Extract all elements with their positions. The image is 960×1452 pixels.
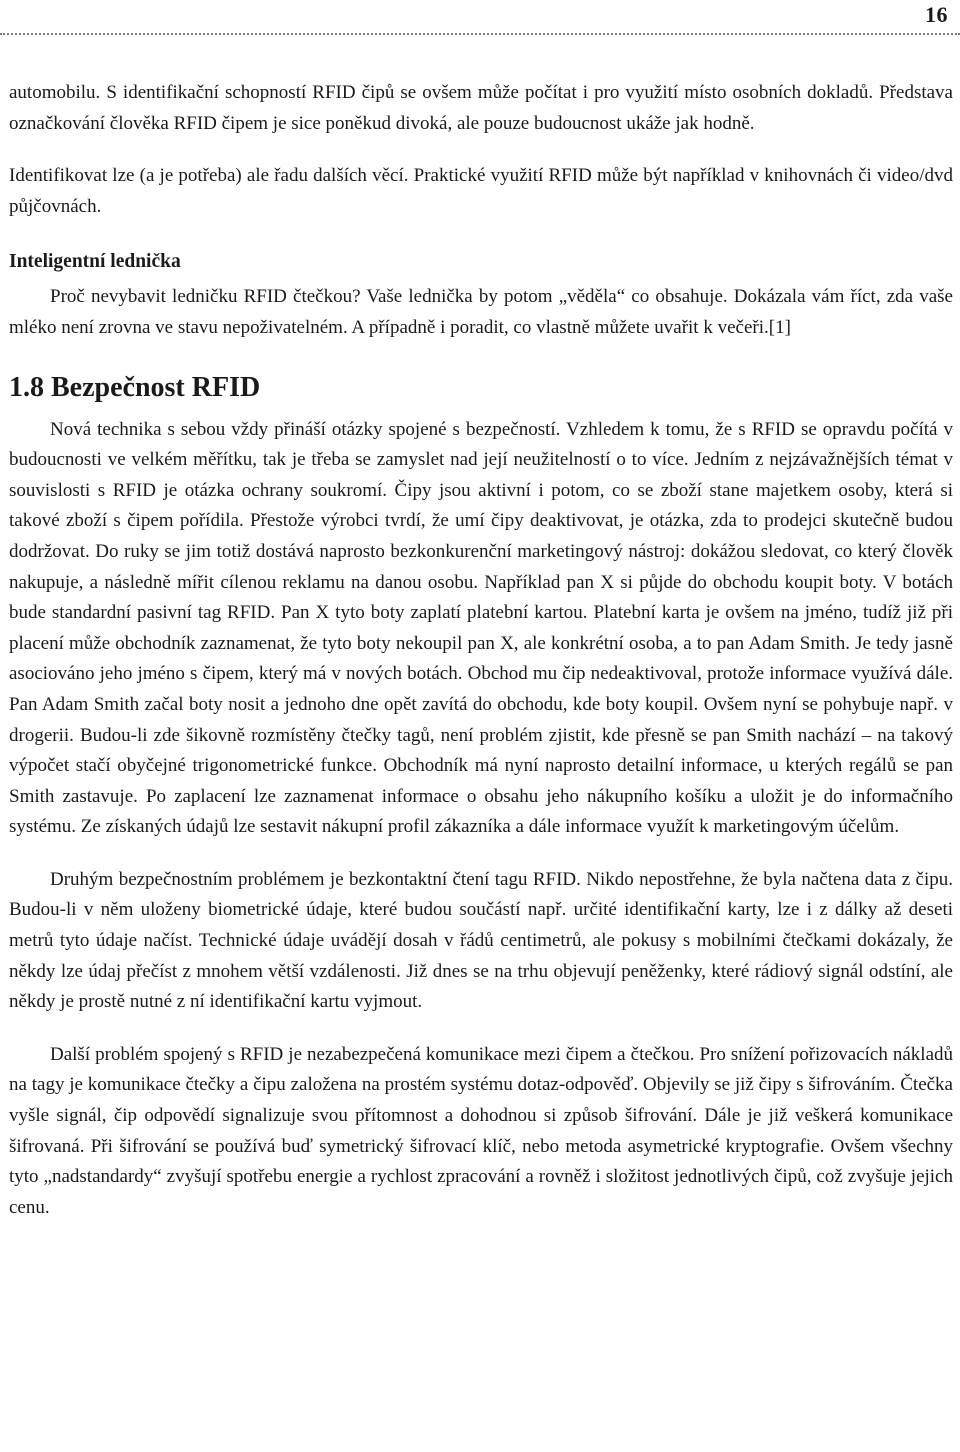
paragraph-smart-fridge: Proč nevybavit ledničku RFID čtečkou? Vaše lednička by potom „věděla“ co obsahuje. Dokázala vám říct, zda vaše mléko není zrovna ve stavu nepoživatelném. A případně i poradit, co vlastně můžete uvařit k večeři.[1] (9, 286, 953, 338)
paragraph-automobile: automobilu. S identifikační schopností RFID čipů se ovšem může počítat i pro využití místo osobních dokladů. Představa označkování člověka RFID čipem je sice poněkud divoká, ale pouze budoucnost ukáže jak hodně. (9, 82, 953, 134)
page-body (9, 78, 953, 1223)
paragraph-identification: Identifikovat lze (a je potřeba) ale řadu dalších věcí. Praktické využití RFID může být například v knihovnách či video/dvd půjčovnách. (9, 165, 953, 217)
paragraph-contactless-reading: Druhým bezpečnostním problémem je bezkontaktní čtení tagu RFID. Nikdo nepostřehne, že byla načtena data z čipu. Budou-li v něm uloženy biometrické údaje, které budou součástí např. určité identifikační karty, lze i z dálky až deseti metrů tyto údaje načíst. Technické údaje uvádějí dosah v řádů centimetrů, ale pokusy s mobilními čtečkami dokázaly, že někdy lze údaj přečíst z mnohem větší vzdálenosti. Již dnes se na trhu objevují peněženky, které rádiový signál odstíní, ale někdy je prostě nutné z ní identifikační kartu vyjmout. (9, 868, 953, 1013)
header-divider (0, 33, 960, 35)
paragraph-privacy: Nová technika s sebou vždy přináší otázky spojené s bezpečností. Vzhledem k tomu, že s RFID se opravdu počítá v budoucnosti ve velkém měřítku, tak je třeba se zamyslet nad její neužitelností o to více. Jedním z nejzávažnějších témat v souvislosti s RFID je otázka ochrany soukromí. Čipy jsou aktivní i potom, co se zboží stane majetkem osoby, která si takové zboží s čipem pořídila. Přestože výrobci tvrdí, že umí čipy deaktivovat, je otázka, zda to prodejci skutečně budou dodržovat. Do ruky se jim totiž dostává naprosto bezkonkurenční marketingový nástroj: dokážou sledovat, co který člověk nakupuje, a následně mířit cílenou reklamu na danou osobu. Například pan X si půjde do obchodu koupit boty. V botách bude standardní pasivní tag RFID. Pan X tyto boty zaplatí platební kartou. Platební karta je ovšem na jméno, tudíž již při placení může obchodník zaznamenat, že tyto boty nekoupil pan X, ale konkrétní osoba, a to pan Adam Smith. Je tedy jasně asociováno jeho jméno s čipem, který má v nových botách. Obchod mu čip nedeaktivoval, protože informace využívá dále. Pan Adam Smith začal boty nosit a jednoho dne opět zavítá do obchodu, kde boty koupil. Ovšem nyní se pohybuje např. v drogerii. Budou-li zde šikovně rozmístěny čtečky tagů, není problém zjistit, kde přesně se pan Smith nachází – na takový výpočet stačí obyčejné trigonometrické funkce. Obchodník má nyní naprosto detailní informace, u kterých regálů se pan Smith zastavuje. Po zaplacení lze zaznamenat informace o obsahu jeho nákupního košíku a uložit je do informačního systému. Ze získaných údajů lze sestavit nákupní profil zákazníka a dále informace využít k marketingovým účelům. (9, 418, 953, 838)
page-number: 16 (925, 2, 948, 27)
page-header (0, 0, 960, 36)
subheading-smart-fridge: Inteligentní lednička (9, 251, 181, 273)
paragraph-unsecured-communication: Další problém spojený s RFID je nezabezpečená komunikace mezi čipem a čtečkou. Pro snížení pořizovacích nákladů na tagy je komunikace čtečky a čipu založena na prostém systému dotaz-odpověď. Objevily se již čipy s šifrováním. Čtečka vyšle signál, čip odpovědí signalizuje svou přítomnost a dohodnou si způsob šifrování. Dále je již veškerá komunikace šifrovaná. Při šifrování se používá buď symetrický šifrovací klíč, nebo metoda asymetrické kryptografie. Ovšem všechny tyto „nadstandardy“ zvyšují spotřebu energie a rychlost zpracování a rovněž i složitost jednotlivých čipů, což zvyšuje jejich cenu. (9, 1043, 953, 1218)
section-heading-rfid-security: 1.8 Bezpečnost RFID (9, 371, 261, 403)
